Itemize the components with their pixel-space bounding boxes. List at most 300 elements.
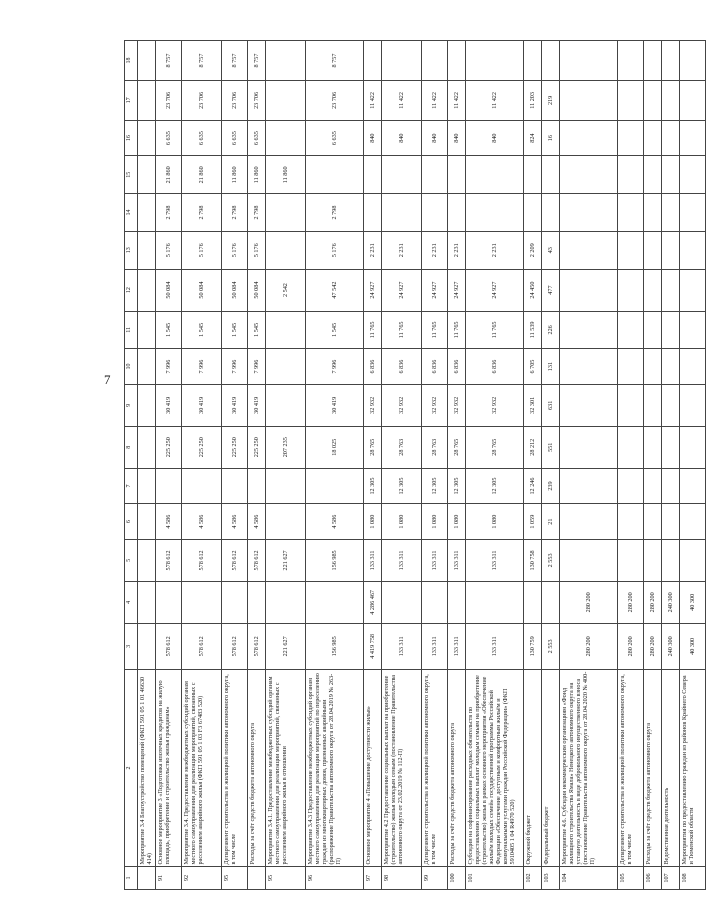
value-cell: 40 300 xyxy=(680,581,706,623)
value-cell: 32 932 xyxy=(466,384,524,426)
value-cell: 2 798 xyxy=(222,194,248,232)
value-cell xyxy=(560,120,618,156)
value-cell: 30 419 xyxy=(182,384,222,426)
row-number: 95 xyxy=(222,866,248,889)
value-cell: 28 765 xyxy=(364,426,382,468)
table-row xyxy=(662,41,680,890)
value-cell: 4 586 xyxy=(222,504,248,540)
value-cell xyxy=(680,156,706,194)
value-cell xyxy=(266,120,306,156)
value-cell: 11 860 xyxy=(248,156,266,194)
value-cell xyxy=(182,468,222,504)
column-number: 14 xyxy=(125,194,138,232)
value-cell xyxy=(306,468,364,504)
value-cell xyxy=(662,156,680,194)
value-cell: 2 542 xyxy=(266,269,306,311)
value-cell: 578 612 xyxy=(222,539,248,581)
value-cell xyxy=(138,384,156,426)
value-cell: 156 985 xyxy=(306,539,364,581)
value-cell: 24 927 xyxy=(448,269,466,311)
value-cell: 2 231 xyxy=(422,231,448,269)
column-number: 8 xyxy=(125,426,138,468)
row-number: 103 xyxy=(542,866,560,889)
value-cell xyxy=(680,120,706,156)
value-cell xyxy=(266,311,306,349)
value-cell xyxy=(306,156,364,194)
row-title: Мероприятие 3.4.3 Предоставление межбюджетных субсидий органам местного самоуправления для реализации мероприятий по переселению граждан из многоквартирных домов, признанных аварийными (распоряжение Правительства автономного округа от 28.04.2019 № 263-П) xyxy=(306,669,364,866)
page-number: 7 xyxy=(104,372,111,387)
row-number: 105 xyxy=(618,866,644,889)
value-cell xyxy=(644,269,662,311)
value-cell: 23 706 xyxy=(182,80,222,120)
value-cell xyxy=(618,120,644,156)
value-cell xyxy=(662,80,680,120)
value-cell: 1 080 xyxy=(382,504,422,540)
value-cell xyxy=(560,156,618,194)
value-cell: 130 759 xyxy=(524,623,542,669)
value-cell xyxy=(560,231,618,269)
value-cell: 28 765 xyxy=(466,426,524,468)
value-cell: 133 311 xyxy=(448,623,466,669)
value-cell xyxy=(266,41,306,81)
value-cell: 6 836 xyxy=(382,349,422,385)
table-row xyxy=(422,41,448,890)
value-cell xyxy=(618,468,644,504)
value-cell xyxy=(644,539,662,581)
column-number: 13 xyxy=(125,231,138,269)
table-row xyxy=(182,41,222,890)
value-cell: 24 450 xyxy=(524,269,542,311)
value-cell xyxy=(618,269,644,311)
value-cell xyxy=(248,468,266,504)
value-cell: 840 xyxy=(364,120,382,156)
value-cell xyxy=(138,80,156,120)
value-cell xyxy=(662,384,680,426)
value-cell xyxy=(618,349,644,385)
value-cell xyxy=(542,581,560,623)
value-cell xyxy=(662,269,680,311)
header-row xyxy=(125,41,138,890)
value-cell: 28 763 xyxy=(422,426,448,468)
value-cell xyxy=(560,539,618,581)
value-cell: 6 836 xyxy=(422,349,448,385)
value-cell: 578 612 xyxy=(182,623,222,669)
row-title: Федеральный бюджет xyxy=(542,669,560,866)
value-cell xyxy=(382,581,422,623)
value-cell xyxy=(138,468,156,504)
value-cell xyxy=(222,468,248,504)
table-container xyxy=(124,40,696,890)
value-cell xyxy=(138,581,156,623)
value-cell xyxy=(248,581,266,623)
column-number: 6 xyxy=(125,504,138,540)
budget-table xyxy=(124,40,706,890)
value-cell: 32 932 xyxy=(448,384,466,426)
table-row xyxy=(156,41,182,890)
row-number: 106 xyxy=(644,866,662,889)
value-cell xyxy=(364,194,382,232)
value-cell xyxy=(138,349,156,385)
value-cell: 30 419 xyxy=(306,384,364,426)
value-cell xyxy=(266,194,306,232)
value-cell xyxy=(618,156,644,194)
row-number: 92 xyxy=(182,866,222,889)
row-number: 97 xyxy=(364,866,382,889)
value-cell xyxy=(156,468,182,504)
value-cell xyxy=(266,231,306,269)
value-cell xyxy=(138,539,156,581)
value-cell xyxy=(618,194,644,232)
value-cell xyxy=(382,156,422,194)
row-number: 95 xyxy=(266,866,306,889)
row-number xyxy=(138,866,156,889)
value-cell: 1 545 xyxy=(182,311,222,349)
row-title: Основное мероприятие 3 «Подготовка ипотечных кредитов на жилую площадь, приобретение и строительство жилья гражданам» xyxy=(156,669,182,866)
value-cell: 221 627 xyxy=(266,623,306,669)
value-cell: 11 860 xyxy=(222,156,248,194)
value-cell: 11 860 xyxy=(266,156,306,194)
value-cell xyxy=(524,194,542,232)
value-cell xyxy=(644,504,662,540)
column-number: 7 xyxy=(125,468,138,504)
row-title: Расходы за счёт средств бюджета автономного округа xyxy=(448,669,466,866)
value-cell: 840 xyxy=(466,120,524,156)
value-cell xyxy=(644,384,662,426)
row-title: Расходы за счёт средств бюджета автономного округа xyxy=(644,669,662,866)
value-cell xyxy=(560,269,618,311)
value-cell: 18 025 xyxy=(306,426,364,468)
value-cell xyxy=(266,349,306,385)
value-cell xyxy=(662,120,680,156)
table-row xyxy=(542,41,560,890)
value-cell xyxy=(560,194,618,232)
value-cell xyxy=(138,231,156,269)
value-cell: 16 xyxy=(542,120,560,156)
value-cell xyxy=(680,41,706,81)
value-cell: 11 765 xyxy=(364,311,382,349)
column-number: 1 xyxy=(125,866,138,889)
value-cell xyxy=(644,41,662,81)
value-cell xyxy=(680,194,706,232)
value-cell: 2 553 xyxy=(542,539,560,581)
value-cell: 280 200 xyxy=(644,623,662,669)
value-cell: 12 305 xyxy=(448,468,466,504)
value-cell xyxy=(618,231,644,269)
value-cell xyxy=(266,581,306,623)
value-cell xyxy=(138,156,156,194)
value-cell: 133 311 xyxy=(422,623,448,669)
value-cell: 6 635 xyxy=(156,120,182,156)
value-cell: 30 419 xyxy=(248,384,266,426)
column-number: 15 xyxy=(125,156,138,194)
value-cell xyxy=(644,426,662,468)
value-cell: 280 200 xyxy=(560,623,618,669)
value-cell xyxy=(182,581,222,623)
value-cell xyxy=(618,384,644,426)
value-cell: 50 084 xyxy=(248,269,266,311)
value-cell: 11 203 xyxy=(524,80,542,120)
table-row xyxy=(248,41,266,890)
value-cell: 133 311 xyxy=(422,539,448,581)
table-row xyxy=(560,41,618,890)
value-cell: 5 176 xyxy=(182,231,222,269)
value-cell: 578 612 xyxy=(248,623,266,669)
value-cell: 11 422 xyxy=(448,80,466,120)
value-cell: 4 586 xyxy=(156,504,182,540)
value-cell: 12 305 xyxy=(382,468,422,504)
value-cell xyxy=(466,156,524,194)
value-cell: 239 xyxy=(542,468,560,504)
value-cell: 2 231 xyxy=(364,231,382,269)
value-cell xyxy=(542,194,560,232)
value-cell xyxy=(448,156,466,194)
value-cell: 24 927 xyxy=(466,269,524,311)
row-title: Департамент строительства и жилищной политики автономного округа, в том числе xyxy=(618,669,644,866)
value-cell: 23 706 xyxy=(222,80,248,120)
value-cell xyxy=(644,311,662,349)
value-cell: 219 xyxy=(542,80,560,120)
value-cell: 50 084 xyxy=(156,269,182,311)
value-cell: 24 927 xyxy=(382,269,422,311)
column-number: 5 xyxy=(125,539,138,581)
row-title: Мероприятие 3.4. Предоставление межбюджетных субсидий органам местного самоуправления для реализации мероприятий, связанных с расселением аварийного жилья (ФКП 591 05 1 03 F3 67483 520) xyxy=(182,669,222,866)
value-cell: 30 419 xyxy=(156,384,182,426)
value-cell xyxy=(466,194,524,232)
value-cell xyxy=(266,80,306,120)
value-cell: 12 305 xyxy=(364,468,382,504)
value-cell xyxy=(560,384,618,426)
column-number: 9 xyxy=(125,384,138,426)
value-cell: 5 176 xyxy=(222,231,248,269)
value-cell: 225 250 xyxy=(248,426,266,468)
value-cell: 280 200 xyxy=(560,581,618,623)
value-cell: 5 176 xyxy=(306,231,364,269)
value-cell xyxy=(680,539,706,581)
value-cell: 221 627 xyxy=(266,539,306,581)
row-title: Мероприятия по предоставлению граждан из районов Крайнего Севера и Тюменской области xyxy=(680,669,706,866)
table-row xyxy=(306,41,364,890)
value-cell: 28 763 xyxy=(382,426,422,468)
value-cell: 7 996 xyxy=(306,349,364,385)
value-cell xyxy=(680,349,706,385)
value-cell: 8 757 xyxy=(222,41,248,81)
row-number: 104 xyxy=(560,866,618,889)
value-cell: 133 311 xyxy=(466,539,524,581)
value-cell xyxy=(364,41,382,81)
value-cell: 2 209 xyxy=(524,231,542,269)
value-cell: 32 932 xyxy=(382,384,422,426)
table-row xyxy=(680,41,706,890)
row-title: Окружной бюджет xyxy=(524,669,542,866)
value-cell: 225 250 xyxy=(182,426,222,468)
value-cell: 6 635 xyxy=(182,120,222,156)
value-cell: 280 200 xyxy=(618,581,644,623)
value-cell: 578 612 xyxy=(156,623,182,669)
value-cell: 4 286 467 xyxy=(364,581,382,623)
value-cell xyxy=(138,269,156,311)
value-cell xyxy=(680,384,706,426)
value-cell: 6 836 xyxy=(448,349,466,385)
value-cell: 7 996 xyxy=(156,349,182,385)
value-cell: 2 231 xyxy=(382,231,422,269)
value-cell: 32 932 xyxy=(364,384,382,426)
row-number: 102 xyxy=(524,866,542,889)
value-cell: 2 798 xyxy=(182,194,222,232)
value-cell: 6 836 xyxy=(466,349,524,385)
value-cell: 8 757 xyxy=(248,41,266,81)
column-number: 16 xyxy=(125,120,138,156)
value-cell xyxy=(560,80,618,120)
row-title: Мероприятие 4.2 Предоставление социальных выплат на приобретение (строительство) жилья молодым семьям (постановление Правительства автономного округа от 23.02.2019 № 112-П) xyxy=(382,669,422,866)
table-row xyxy=(524,41,542,890)
value-cell: 4 419 758 xyxy=(364,623,382,669)
value-cell xyxy=(644,120,662,156)
value-cell xyxy=(138,120,156,156)
value-cell xyxy=(266,504,306,540)
value-cell: 1 059 xyxy=(524,504,542,540)
value-cell: 47 542 xyxy=(306,269,364,311)
value-cell xyxy=(662,349,680,385)
row-title: Субсидии на софинансирование расходных обязательств по предоставлению социальных выплат молодым семьям на приобретение (строительство) жилья в рамках основного мероприятия «Обеспечение жильём молодых семей» государственной программы Российской Федерации «Обеспечение доступным и комфортным жильём и коммунальными услугами граждан Российской Федерации» (ФКП 5910405 1 04 R4970 520) xyxy=(466,669,524,866)
value-cell: 240 300 xyxy=(662,581,680,623)
value-cell: 578 612 xyxy=(248,539,266,581)
value-cell: 43 xyxy=(542,231,560,269)
value-cell: 28 212 xyxy=(524,426,542,468)
value-cell: 12 305 xyxy=(422,468,448,504)
value-cell xyxy=(662,504,680,540)
value-cell: 2 798 xyxy=(306,194,364,232)
value-cell xyxy=(306,581,364,623)
value-cell xyxy=(644,80,662,120)
value-cell: 207 235 xyxy=(266,426,306,468)
value-cell: 2 231 xyxy=(466,231,524,269)
value-cell xyxy=(466,581,524,623)
column-number: 12 xyxy=(125,269,138,311)
value-cell: 131 xyxy=(542,349,560,385)
value-cell xyxy=(644,156,662,194)
value-cell xyxy=(618,41,644,81)
value-cell: 12 246 xyxy=(524,468,542,504)
value-cell xyxy=(618,80,644,120)
value-cell: 1 080 xyxy=(448,504,466,540)
table-row xyxy=(448,41,466,890)
value-cell: 477 xyxy=(542,269,560,311)
row-number: 101 xyxy=(466,866,524,889)
value-cell: 1 545 xyxy=(306,311,364,349)
value-cell xyxy=(662,311,680,349)
value-cell: 7 996 xyxy=(182,349,222,385)
value-cell xyxy=(466,41,524,81)
value-cell: 225 250 xyxy=(156,426,182,468)
value-cell: 50 084 xyxy=(222,269,248,311)
value-cell xyxy=(422,156,448,194)
row-title: Ведомственная деятельность xyxy=(662,669,680,866)
value-cell: 6 705 xyxy=(524,349,542,385)
value-cell xyxy=(524,156,542,194)
value-cell xyxy=(560,504,618,540)
row-title: Мероприятие 3.4 Благоустройство помещений (ФКП 591 05 1 01 46630 414) xyxy=(138,669,156,866)
value-cell: 32 932 xyxy=(422,384,448,426)
column-number: 10 xyxy=(125,349,138,385)
row-title: Департамент строительства и жилищной политики автономного округа, в том числе xyxy=(422,669,448,866)
value-cell xyxy=(662,539,680,581)
value-cell xyxy=(448,41,466,81)
value-cell xyxy=(662,41,680,81)
value-cell: 4 586 xyxy=(306,504,364,540)
value-cell: 28 765 xyxy=(448,426,466,468)
value-cell: 226 xyxy=(542,311,560,349)
row-number: 99 xyxy=(422,866,448,889)
value-cell: 133 311 xyxy=(382,539,422,581)
value-cell: 11 539 xyxy=(524,311,542,349)
value-cell: 11 422 xyxy=(382,80,422,120)
table-row xyxy=(364,41,382,890)
value-cell: 11 422 xyxy=(364,80,382,120)
value-cell: 1 545 xyxy=(222,311,248,349)
value-cell xyxy=(138,623,156,669)
value-cell xyxy=(618,504,644,540)
value-cell: 240 300 xyxy=(662,623,680,669)
value-cell xyxy=(138,504,156,540)
value-cell xyxy=(448,581,466,623)
value-cell xyxy=(382,194,422,232)
value-cell: 133 311 xyxy=(382,623,422,669)
value-cell: 11 765 xyxy=(466,311,524,349)
row-number: 108 xyxy=(680,866,706,889)
value-cell: 551 xyxy=(542,426,560,468)
value-cell: 6 635 xyxy=(306,120,364,156)
value-cell: 11 422 xyxy=(466,80,524,120)
row-title: Основное мероприятие 4 «Повышение доступности жилья» xyxy=(364,669,382,866)
table-row xyxy=(266,41,306,890)
row-title: Мероприятие 4.6. Субсидия некоммерческим организациям «Фонд жилищного строительства Ямала» Ненецкого автономного округа на уставную деятельность в виде добровольного имущественного взноса (постановление Правительства автономного округа от 28.04.2020 № 400-П) xyxy=(560,669,618,866)
value-cell: 4 586 xyxy=(182,504,222,540)
value-cell: 2 553 xyxy=(542,623,560,669)
table-row xyxy=(382,41,422,890)
value-cell: 24 927 xyxy=(364,269,382,311)
value-cell xyxy=(662,231,680,269)
value-cell xyxy=(138,426,156,468)
value-cell: 6 635 xyxy=(248,120,266,156)
value-cell: 21 860 xyxy=(156,156,182,194)
value-cell xyxy=(680,231,706,269)
value-cell xyxy=(662,426,680,468)
value-cell: 2 798 xyxy=(248,194,266,232)
value-cell: 824 xyxy=(524,120,542,156)
value-cell: 11 765 xyxy=(422,311,448,349)
value-cell: 8 757 xyxy=(306,41,364,81)
row-number: 107 xyxy=(662,866,680,889)
value-cell xyxy=(422,194,448,232)
value-cell: 1 080 xyxy=(466,504,524,540)
value-cell: 24 927 xyxy=(422,269,448,311)
value-cell: 5 176 xyxy=(248,231,266,269)
value-cell: 23 706 xyxy=(306,80,364,120)
value-cell xyxy=(524,41,542,81)
table-row xyxy=(222,41,248,890)
value-cell: 12 305 xyxy=(466,468,524,504)
value-cell xyxy=(138,41,156,81)
value-cell xyxy=(560,311,618,349)
column-number: 2 xyxy=(125,669,138,866)
value-cell: 2 798 xyxy=(156,194,182,232)
value-cell xyxy=(644,349,662,385)
value-cell xyxy=(266,384,306,426)
value-cell: 6 836 xyxy=(364,349,382,385)
row-number xyxy=(248,866,266,889)
value-cell xyxy=(422,41,448,81)
value-cell: 631 xyxy=(542,384,560,426)
